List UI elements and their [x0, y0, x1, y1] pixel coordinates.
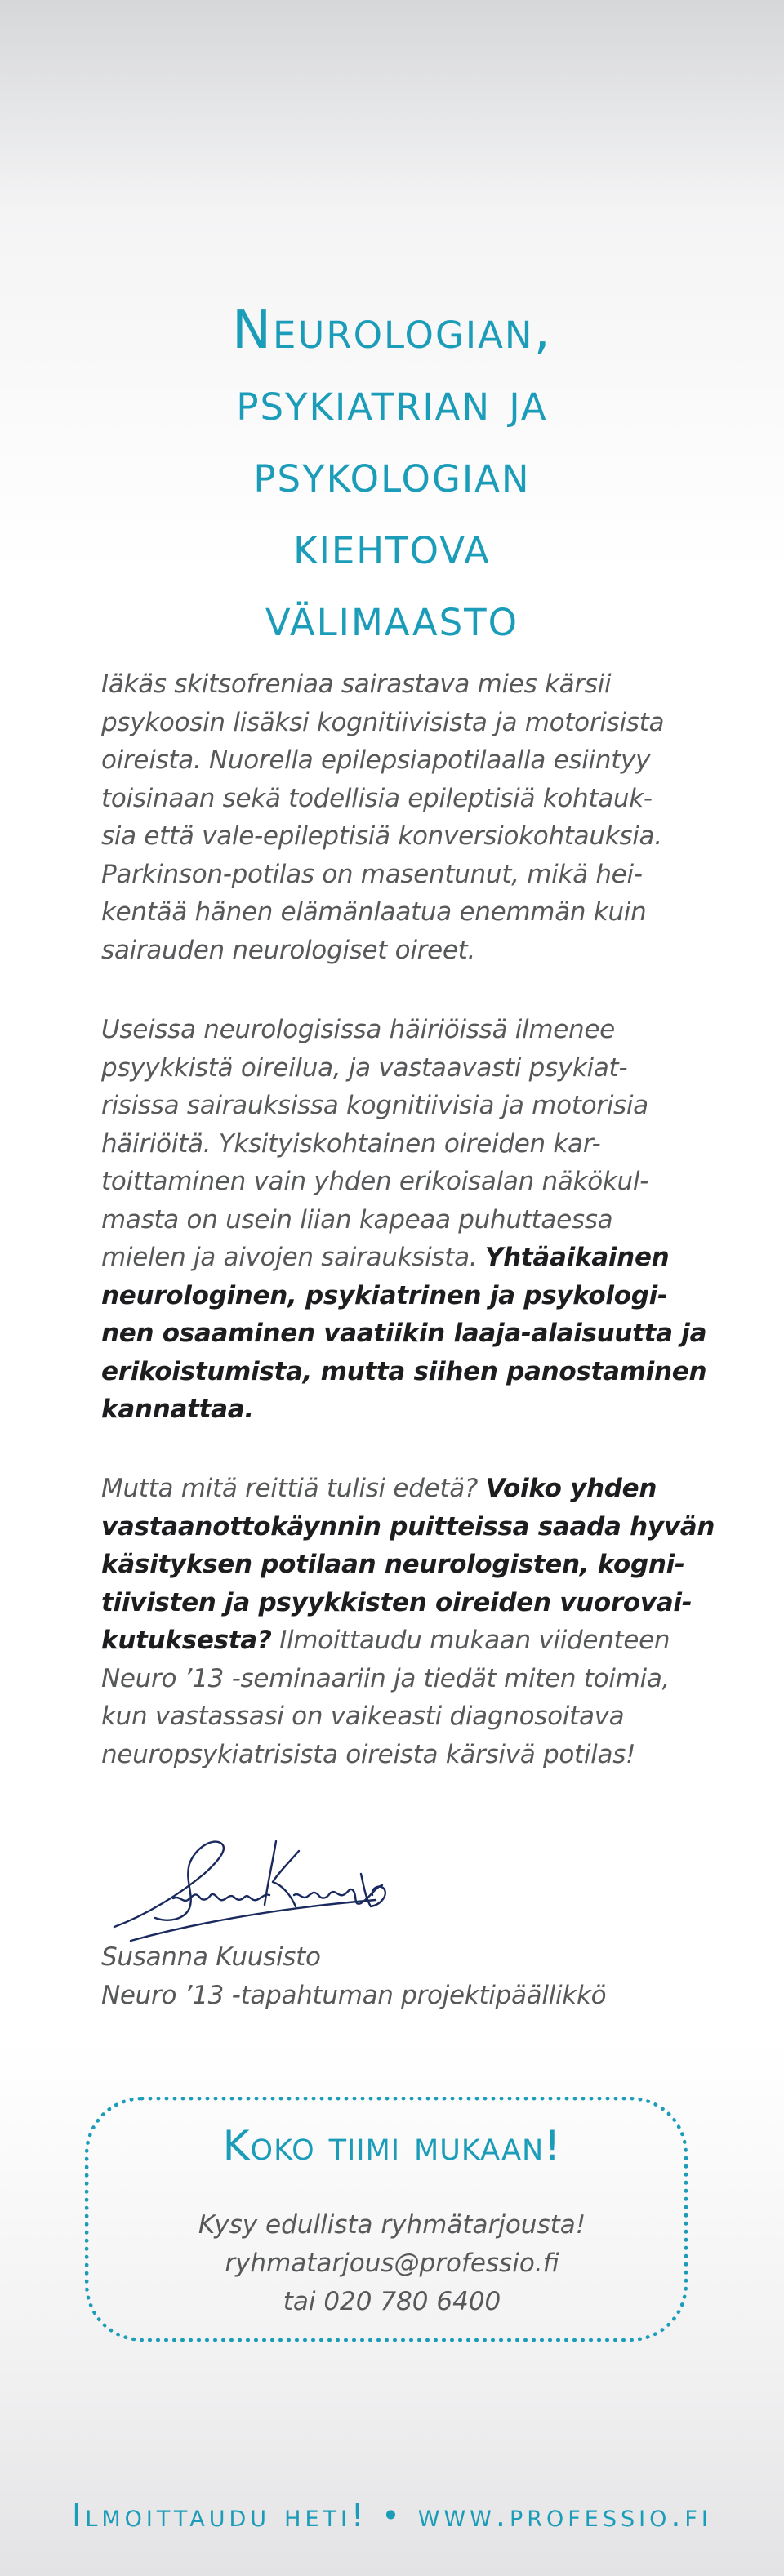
title-line: välimaasto	[265, 587, 519, 648]
group-offer-line: Kysy edullista ryhmätarjousta!	[198, 2210, 586, 2240]
text-line: häiriöitä. Yksityiskohtainen oireiden kar-	[101, 1128, 601, 1159]
text-line: toisinaan sekä todellisia epileptisiä kohtauk-	[101, 783, 653, 813]
text-segment: Mutta mitä reittiä tulisi edetä?	[101, 1474, 486, 1503]
signer-role: Neuro ’13 -tapahtuman projektipäällikkö	[101, 1980, 607, 2010]
bold-text-segment: Voiko yhden	[485, 1474, 657, 1503]
text-line: oireista. Nuorella epilepsiapotilaalla esiintyy	[101, 745, 651, 775]
bold-text-line: tiivisten ja psyykkisten oireiden vuorovai-	[101, 1587, 693, 1617]
text-line	[101, 1470, 673, 1508]
handwritten-signature	[98, 1817, 408, 1947]
text-line	[101, 1622, 673, 1660]
group-offer-phone[interactable]: tai 020 780 6400	[283, 2287, 501, 2316]
title-line: psykiatrian ja	[236, 371, 548, 433]
text-segment: Ilmoittaudu mukaan viidenteen	[271, 1626, 670, 1655]
text-line: Neuro ’13 -seminaariin ja tiedät miten toimia,	[101, 1663, 670, 1693]
footer-cta[interactable]: Ilmoittaudu heti! • www.professio.fi	[72, 2498, 712, 2534]
text-line: risissa sairauksissa kognitiivisia ja motorisia	[101, 1091, 648, 1120]
text-line: masta on usein liian kapeaa puhuttaessa	[101, 1204, 613, 1235]
signer-name: Susanna Kuusisto	[101, 1942, 321, 1972]
third-paragraph	[101, 1470, 715, 1773]
text-line: toittaminen vain yhden erikoisalan näkökul-	[101, 1167, 649, 1196]
group-offer-text	[0, 2206, 784, 2321]
group-offer-email[interactable]: ryhmatarjous@professio.fi	[225, 2249, 559, 2278]
bold-text-segment: kutuksesta?	[101, 1626, 272, 1655]
second-paragraph	[101, 1011, 707, 1429]
bold-text-segment: Yhtäaikainen	[484, 1243, 670, 1272]
bold-text-line: kannattaa.	[101, 1395, 254, 1424]
bold-text-line: käsityksen potilaan neurologisten, kogni-	[101, 1550, 685, 1579]
text-line: sia että vale-epileptisiä konversiokohtauksia.	[101, 821, 662, 851]
text-line: Parkinson-potilas on masentunut, mikä hei-	[101, 859, 643, 889]
text-line: Iäkäs skitsofreniaa sairastava mies kärsii	[101, 670, 612, 699]
text-line	[101, 1239, 673, 1277]
bold-text-line: erikoistumista, mutta siihen panostaminen	[101, 1356, 707, 1386]
text-line: psyykkistä oireilua, ja vastaavasti psykiat-	[101, 1052, 628, 1083]
text-segment: mielen ja aivojen sairauksista.	[101, 1243, 485, 1272]
text-line: kentää hänen elämänlaatua enemmän kuin	[101, 897, 647, 927]
page-title	[0, 295, 784, 654]
intro-paragraph	[101, 665, 673, 969]
text-line: Useissa neurologisissa häiriöissä ilmenee	[101, 1015, 615, 1044]
group-offer-title: Koko tiimi mukaan!	[222, 2122, 562, 2169]
text-line: psykoosin lisäksi kognitiivisista ja motorisista	[101, 707, 665, 737]
bold-text-line: nen osaaminen vaatiikin laaja-alaisuutta ja	[101, 1319, 707, 1348]
title-line: Neurologian,	[232, 300, 552, 361]
signature-block	[101, 1938, 606, 2014]
bold-text-line: vastaanottokäynnin puitteissa saada hyvän	[101, 1511, 715, 1542]
text-line: kun vastassasi on vaikeasti diagnosoitava	[101, 1702, 625, 1731]
title-line: kiehtova	[293, 515, 491, 576]
title-line: psykologian	[253, 443, 531, 505]
text-line: neuropsykiatrisista oireista kärsivä potilas!	[101, 1739, 636, 1769]
bold-text-line: neurologinen, psykiatrinen ja psykologi-	[101, 1280, 668, 1310]
text-line: sairauden neurologiset oireet.	[101, 935, 476, 965]
